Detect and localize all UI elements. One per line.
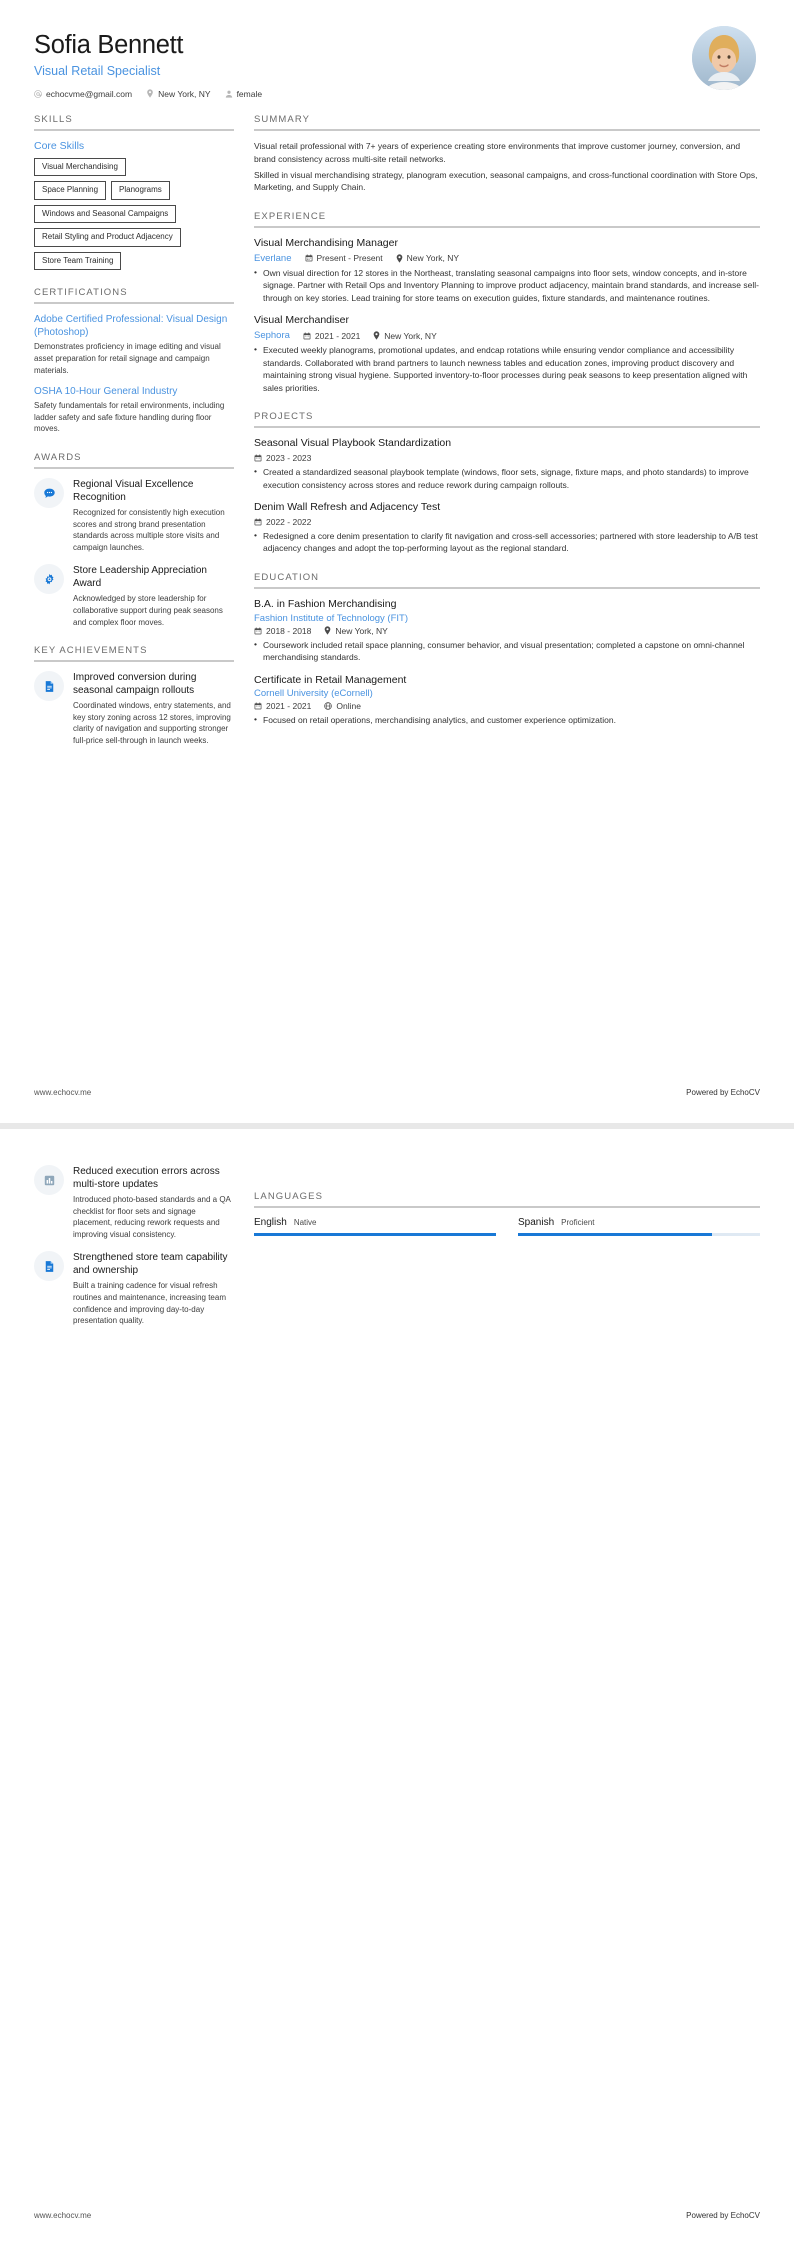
award-description: Acknowledged by store leadership for collaborative support during peak seasons and complex floor moves. — [73, 594, 223, 627]
achievement-body — [73, 1165, 234, 1240]
achievement-icon-badge — [34, 671, 64, 701]
certification-item — [34, 385, 234, 435]
award-item — [34, 478, 234, 553]
language-name: English — [254, 1217, 287, 1228]
section-projects — [254, 411, 760, 555]
globe-icon — [324, 702, 332, 710]
calendar-icon — [254, 627, 262, 635]
language-proficiency-bar — [518, 1233, 760, 1236]
language-item — [518, 1217, 760, 1236]
skill-tag[interactable]: Store Team Training — [34, 252, 121, 270]
section-title-languages: LANGUAGES — [254, 1191, 760, 1208]
education-date — [254, 626, 311, 636]
experience-title: Visual Merchandising Manager — [254, 237, 398, 249]
language-proficiency-bar — [254, 1233, 496, 1236]
award-title: Store Leadership Appreciation Award — [73, 565, 207, 590]
education-bullets — [254, 639, 760, 664]
calendar-icon — [305, 254, 313, 262]
contact-row — [34, 89, 760, 99]
section-title-experience: EXPERIENCE — [254, 211, 760, 228]
education-location-text: New York, NY — [335, 625, 388, 636]
language-proficiency-fill — [518, 1233, 712, 1236]
certification-description: Safety fundamentals for retail environments, including ladder safety and safe fixture handling during floor moves. — [34, 401, 225, 434]
summary-paragraph: Skilled in visual merchandising strategy, planogram execution, seasonal campaigns, and cross-functional coordination with Store Ops, Marketing, and Supply Chain. — [254, 169, 758, 193]
section-awards — [34, 452, 234, 628]
experience-entry — [254, 314, 760, 394]
project-meta — [254, 453, 760, 463]
experience-location — [396, 253, 459, 263]
document-icon — [43, 1260, 56, 1273]
experience-meta — [254, 330, 760, 341]
education-meta — [254, 626, 760, 636]
avatar-photo — [692, 26, 756, 90]
award-icon-badge — [34, 564, 64, 594]
achievement-description: Introduced photo-based standards and a QA checklist for floor sets and signage placement, reducing rework requests and improving visual consistency. — [73, 1195, 231, 1239]
footer-website[interactable]: www.echocv.me — [34, 1088, 92, 1097]
achievement-item — [34, 671, 234, 746]
skill-tag[interactable]: Planograms — [111, 181, 170, 199]
education-date-text: 2018 - 2018 — [266, 625, 312, 636]
contact-location — [146, 89, 210, 99]
experience-bullet: • Executed weekly planograms, promotional updates, and endcap rotations while ensuring vendor compliance and accessibility standards. Collaborated with brand partners to launch newness tables and education zones, improving product discovery and maintaining strong visual hygiene. Supported inventory-to-floor processes during peak seasons to keep presentation aligned with sales priorities. — [254, 344, 760, 394]
page-footer — [34, 1088, 760, 1097]
resume-page-2 — [0, 1129, 794, 2246]
award-icon-badge — [34, 478, 64, 508]
education-entry — [254, 598, 760, 664]
achievement-description: Built a training cadence for visual refresh routines and maintenance, increasing team confidence and improving day-to-day presentation quality. — [73, 1281, 226, 1326]
candidate-name: Sofia Bennett — [34, 31, 184, 59]
section-title-key-achievements: KEY ACHIEVEMENTS — [34, 645, 234, 662]
experience-location-text: New York, NY — [406, 253, 460, 264]
experience-date — [303, 331, 360, 341]
education-entry — [254, 674, 760, 727]
language-proficiency-fill — [254, 1233, 496, 1236]
achievement-description: Coordinated windows, entry statements, and key story zoning across 12 stores, improving clarity of navigation and supporting stronger full-price sell-through in launch weeks. — [73, 701, 231, 746]
resume-header — [0, 0, 794, 104]
certification-name[interactable]: Adobe Certified Professional: Visual Design (Photoshop) — [34, 313, 228, 339]
achievement-body — [73, 671, 234, 746]
experience-bullets — [254, 267, 760, 305]
experience-location — [373, 331, 436, 341]
section-certifications — [34, 287, 234, 435]
calendar-icon — [303, 332, 311, 340]
calendar-icon — [254, 454, 262, 462]
award-title: Regional Visual Excellence Recognition — [73, 479, 194, 504]
project-bullet: • Redesigned a core denim presentation to clarify fit navigation and cross-sell accessories; partnered with store leadership to A/B test adjacency changes and adopt the top-performing layout as the regional standard. — [254, 530, 760, 555]
experience-date — [305, 253, 383, 263]
education-school[interactable]: Fashion Institute of Technology (FIT) — [254, 612, 409, 624]
section-languages — [254, 1191, 760, 1236]
skill-tag-row — [34, 205, 234, 223]
achievement-icon-badge — [34, 1165, 64, 1195]
location-pin-icon — [373, 331, 380, 340]
award-body — [73, 478, 234, 553]
chat-bubble-icon — [43, 487, 56, 500]
achievement-item — [34, 1251, 234, 1326]
footer-powered-by: Powered by EchoCV — [686, 2211, 760, 2220]
achievement-icon-badge — [34, 1251, 64, 1281]
award-description: Recognized for consistently high execution scores and strong brand presentation standards across multiple store visits and campaign launches. — [73, 508, 225, 552]
experience-bullets — [254, 344, 760, 394]
project-date — [254, 453, 311, 463]
contact-gender-text: female — [236, 88, 263, 99]
education-bullet: • Focused on retail operations, merchandising analytics, and customer experience optimization. — [254, 714, 760, 727]
education-degree: Certificate in Retail Management — [254, 673, 407, 686]
calendar-icon — [254, 702, 262, 710]
contact-gender — [225, 89, 263, 99]
calendar-icon — [254, 518, 262, 526]
document-icon — [43, 680, 56, 693]
section-key-achievements — [34, 645, 234, 746]
skill-tag-row — [34, 158, 234, 176]
education-meta — [254, 701, 760, 711]
skill-tag-row — [34, 252, 234, 270]
project-title: Denim Wall Refresh and Adjacency Test — [254, 501, 441, 514]
skill-tag[interactable]: Visual Merchandising — [34, 158, 126, 176]
chart-bars-icon — [43, 1174, 56, 1187]
page2-left-column — [34, 1165, 234, 1338]
candidate-job-title: Visual Retail Specialist — [34, 63, 161, 78]
language-head — [254, 1217, 496, 1228]
experience-date-text: 2021 - 2021 — [314, 330, 361, 341]
skill-tag-row — [34, 228, 234, 246]
achievement-title: Reduced execution errors across multi-store updates — [73, 1166, 220, 1190]
achievement-item — [34, 1165, 234, 1240]
project-bullets — [254, 466, 760, 491]
certification-item — [34, 313, 234, 376]
project-date-text: 2022 - 2022 — [266, 516, 312, 527]
project-bullet: • Created a standardized seasonal playbook template (windows, floor sets, signage, fixture maps, and photo standards) to improve execution consistency across stores and reduce rework during campaign rollouts. — [254, 466, 760, 491]
gear-icon — [43, 573, 56, 586]
experience-bullet: • Own visual direction for 12 stores in the Northeast, translating seasonal campaigns into floor sets, window concepts, and in-store signage. Partner with Retail Ops and Inventory Planning to improve product adjacency, maintain brand standards, and increase sell-through on key stories. Lead training for store teams on execution guides, fixture standards, and maintenance routines. — [254, 267, 760, 305]
experience-meta — [254, 253, 760, 264]
avatar — [692, 26, 756, 90]
experience-organization[interactable]: Sephora — [254, 330, 290, 342]
experience-location-text: New York, NY — [384, 330, 437, 341]
page2-columns — [0, 1129, 794, 1338]
page-footer — [34, 2211, 760, 2220]
person-icon — [225, 90, 233, 98]
education-location-text: Online — [336, 701, 361, 712]
project-meta — [254, 517, 760, 527]
skill-tag[interactable]: Windows and Seasonal Campaigns — [34, 205, 176, 223]
location-pin-icon — [146, 89, 154, 98]
section-title-summary: SUMMARY — [254, 114, 760, 131]
page2-right-column — [254, 1165, 760, 1253]
languages-grid — [254, 1217, 760, 1236]
project-title: Seasonal Visual Playbook Standardization — [254, 437, 452, 450]
language-level: Native — [293, 1218, 317, 1227]
email-icon — [34, 90, 42, 98]
location-pin-icon — [324, 626, 331, 635]
section-education — [254, 572, 760, 727]
footer-powered-by: Powered by EchoCV — [686, 1088, 760, 1097]
experience-organization[interactable]: Everlane — [254, 252, 292, 264]
section-experience — [254, 211, 760, 394]
skill-tag-row — [34, 181, 234, 199]
experience-date-text: Present - Present — [316, 253, 383, 264]
experience-entry — [254, 237, 760, 304]
achievement-body — [73, 1251, 234, 1326]
contact-email[interactable] — [34, 89, 132, 99]
achievement-title: Improved conversion during seasonal campaign rollouts — [73, 672, 197, 697]
language-item — [254, 1217, 496, 1236]
contact-email-text: echocvme@gmail.com — [46, 88, 133, 99]
certification-name[interactable]: OSHA 10-Hour General Industry — [34, 386, 178, 398]
contact-location-text: New York, NY — [158, 88, 211, 99]
location-pin-icon — [396, 254, 403, 263]
section-title-skills: SKILLS — [34, 114, 234, 131]
language-name: Spanish — [518, 1217, 555, 1228]
section-title-education: EDUCATION — [254, 572, 760, 589]
education-location — [324, 701, 361, 711]
language-level: Proficient — [561, 1218, 595, 1227]
education-date — [254, 701, 311, 711]
skills-group-label: Core Skills — [34, 140, 85, 152]
education-date-text: 2021 - 2021 — [266, 701, 312, 712]
section-title-certifications: CERTIFICATIONS — [34, 287, 234, 304]
section-title-projects: PROJECTS — [254, 411, 760, 428]
project-date-text: 2023 - 2023 — [266, 452, 312, 463]
left-column — [34, 114, 234, 764]
education-location — [324, 626, 387, 636]
project-bullets — [254, 530, 760, 555]
language-head — [518, 1217, 760, 1228]
skill-tag[interactable]: Retail Styling and Product Adjacency — [34, 228, 181, 246]
award-body — [73, 564, 234, 628]
skill-tag[interactable]: Space Planning — [34, 181, 106, 199]
education-bullets — [254, 714, 760, 727]
project-date — [254, 517, 311, 527]
summary-paragraph: Visual retail professional with 7+ years of experience creating store environments that improve customer journey, conversion, and brand consistency across multi-site retail networks. — [254, 141, 741, 164]
section-skills — [34, 114, 234, 270]
resume-body-columns — [0, 104, 794, 764]
certification-description: Demonstrates proficiency in image editing and visual asset preparation for retail signage and campaign materials. — [34, 342, 221, 375]
achievement-title: Strengthened store team capability and ownership — [73, 1252, 228, 1277]
education-school[interactable]: Cornell University (eCornell) — [254, 688, 373, 700]
project-entry — [254, 501, 760, 555]
right-column — [254, 114, 760, 744]
footer-website[interactable]: www.echocv.me — [34, 2211, 92, 2220]
experience-title: Visual Merchandiser — [254, 314, 349, 327]
section-summary — [254, 114, 760, 194]
section-title-awards: AWARDS — [34, 452, 234, 469]
education-bullet: • Coursework included retail space planning, consumer behavior, and visual presentation; completed a capstone on omni-channel merchandising standards. — [254, 639, 760, 664]
project-entry — [254, 437, 760, 491]
education-degree: B.A. in Fashion Merchandising — [254, 597, 397, 610]
award-item — [34, 564, 234, 628]
